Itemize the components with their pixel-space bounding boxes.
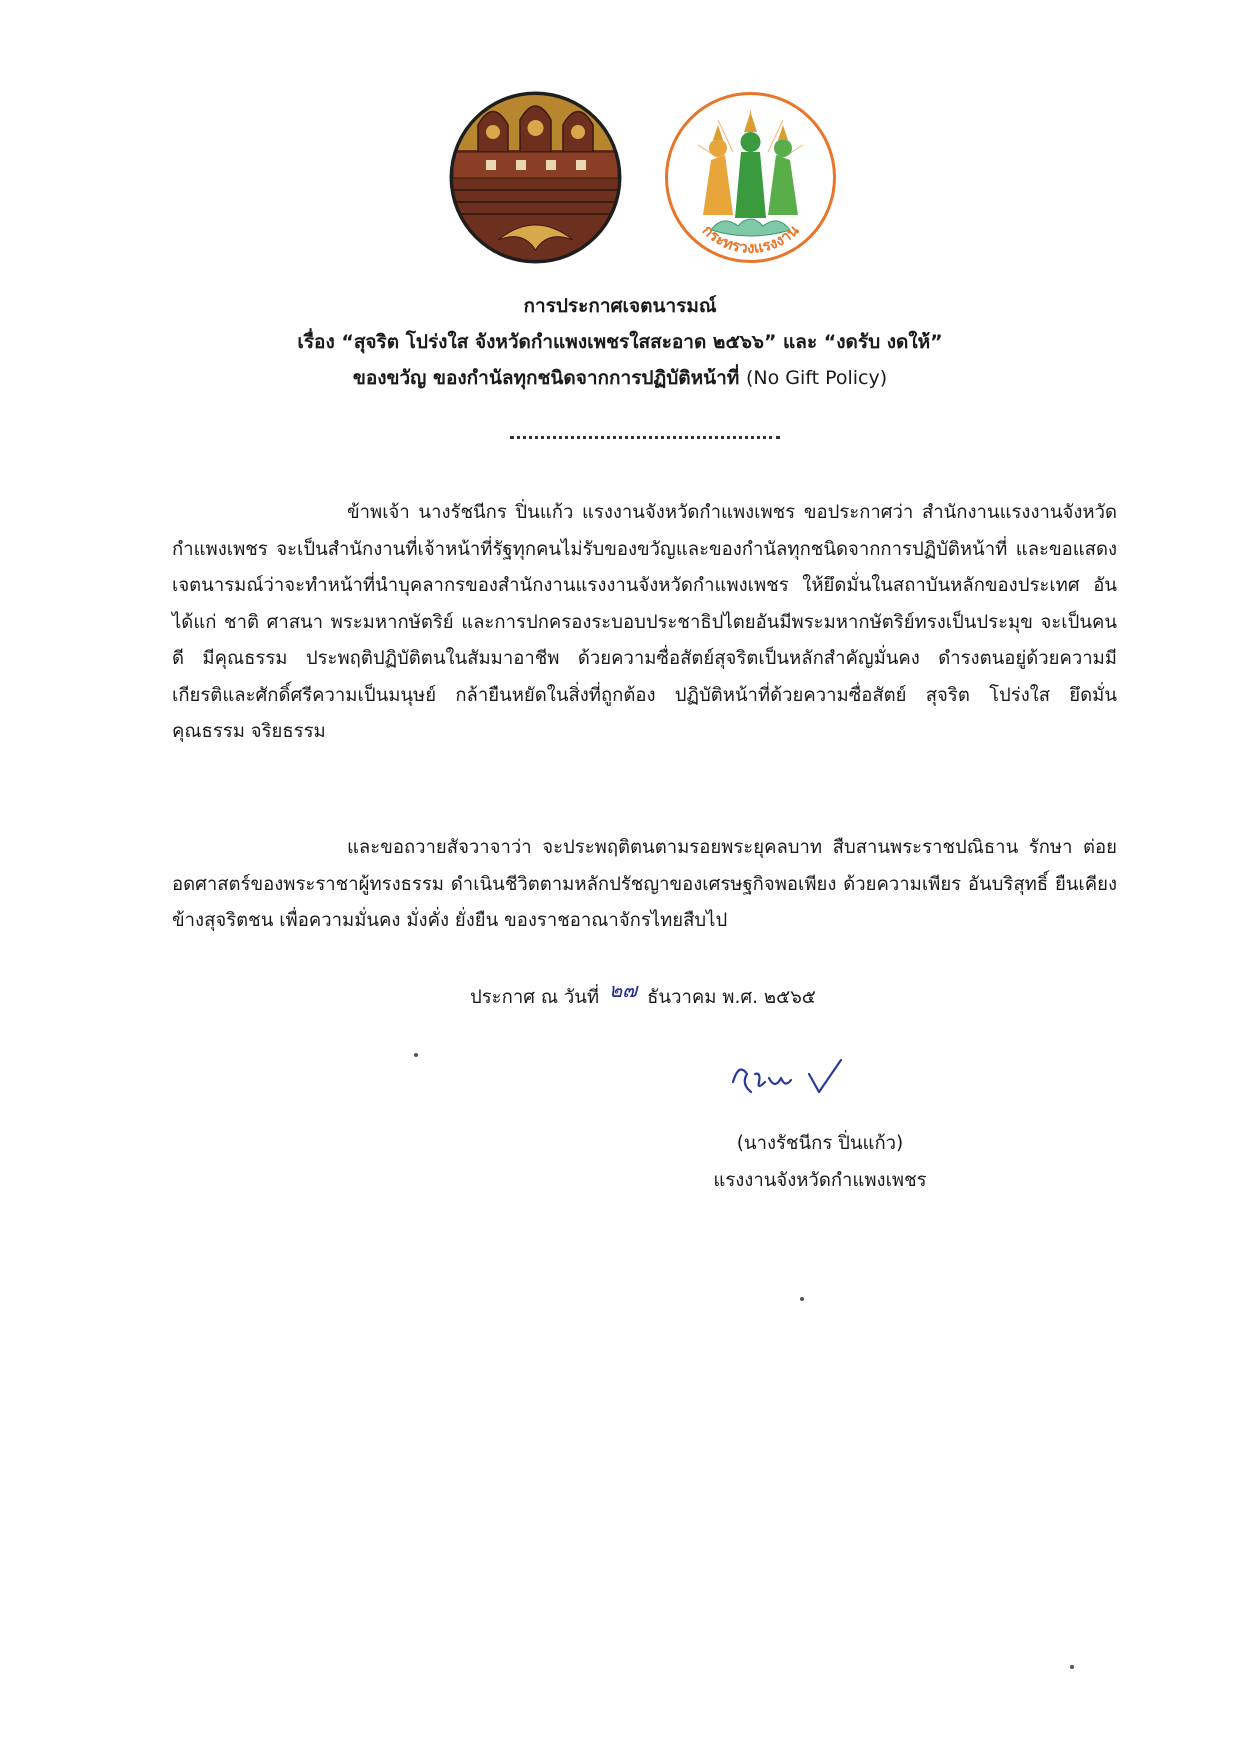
title-line-3 xyxy=(160,360,1080,396)
body-paragraph-2: และขอถวายสัจวาจาว่า จะประพฤติตนตามรอยพระยุคลบาท สืบสานพระราชปณิธาน รักษา ต่อยอดศาสตร์ของพระราชาผู้ทรงธรรม ดำเนินชีวิตตามหลักปรัชญาของเศรษฐกิจพอเพียง ด้วยความเพียร อันบริสุทธิ์ ยืนเคียงข้างสุจริตชน เพื่อความมั่นคง มั่งคั่ง ยั่งยืน ของราชอาณาจักรไทยสืบไป xyxy=(172,837,1117,931)
scan-speck xyxy=(414,1053,418,1057)
dotted-divider xyxy=(510,428,780,439)
handwritten-signature xyxy=(725,1052,865,1102)
logo-group xyxy=(448,90,838,275)
scan-speck xyxy=(1070,1665,1074,1669)
date-day-handwritten: ๒๗ xyxy=(609,978,638,1002)
title-line-2: เรื่อง “สุจริต โปร่งใส จังหวัดกำแพงเพชรใสสะอาด ๒๕๖๖” และ “งดรับ งดให้” xyxy=(297,331,943,353)
date-prefix: ประกาศ ณ วันที่ xyxy=(470,987,600,1008)
signer-block xyxy=(660,1125,980,1199)
announcement-date xyxy=(470,978,950,1016)
ministry-of-labour-seal-icon xyxy=(663,90,838,265)
announcement-title xyxy=(160,288,1080,396)
title-line-3-thai: ของขวัญ ของกำนัลทุกชนิดจากการปฏิบัติหน้าที่ xyxy=(352,367,740,389)
body-paragraph-1: ข้าพเจ้า นางรัชนีกร ปิ่นแก้ว แรงงานจังหวัดกำแพงเพชร ขอประกาศว่า สำนักงานแรงงานจังหวัดกำแพงเพชร จะเป็นสำนักงานที่เจ้าหน้าที่รัฐทุกคนไม่รับของขวัญและของกำนัลทุกชนิดจากการปฏิบัติหน้าที่ และขอแสดงเจตนารมณ์ว่าจะทำหน้าที่นำบุคลากรของสำนักงานแรงงานจังหวัดกำแพงเพชร ให้ยึดมั่นในสถาบันหลักของประเทศ อันได้แก่ ชาติ ศาสนา พระมหากษัตริย์ และการปกครองระบอบประชาธิปไตยอันมีพระมหากษัตริย์ทรงเป็นประมุข จะเป็นคนดี มีคุณธรรม ประพฤติปฏิบัติตนในสัมมาอาชีพ ด้วยความซื่อสัตย์สุจริตเป็นหลักสำคัญมั่นคง ดำรงตนอยู่ด้วยความมีเกียรติและศักดิ์ศรีความเป็นมนุษย์ กล้ายืนหยัดในสิ่งที่ถูกต้อง ปฏิบัติหน้าที่ด้วยความซื่อสัตย์ สุจริต โปร่งใส ยึดมั่นคุณธรรม จริยธรรม xyxy=(172,502,1117,742)
signer-name: (นางรัชนีกร ปิ่นแก้ว) xyxy=(736,1133,904,1154)
scan-speck xyxy=(800,1297,804,1301)
date-suffix: ธันวาคม พ.ศ. ๒๕๖๕ xyxy=(647,987,816,1008)
title-line-1: การประกาศเจตนารมณ์ xyxy=(523,295,717,317)
signer-position: แรงงานจังหวัดกำแพงเพชร xyxy=(713,1170,927,1191)
province-seal-icon xyxy=(448,90,623,265)
title-line-3-english: (No Gift Policy) xyxy=(745,367,888,389)
ministry-seal-text: กระทรวงแรงงาน xyxy=(698,221,803,257)
